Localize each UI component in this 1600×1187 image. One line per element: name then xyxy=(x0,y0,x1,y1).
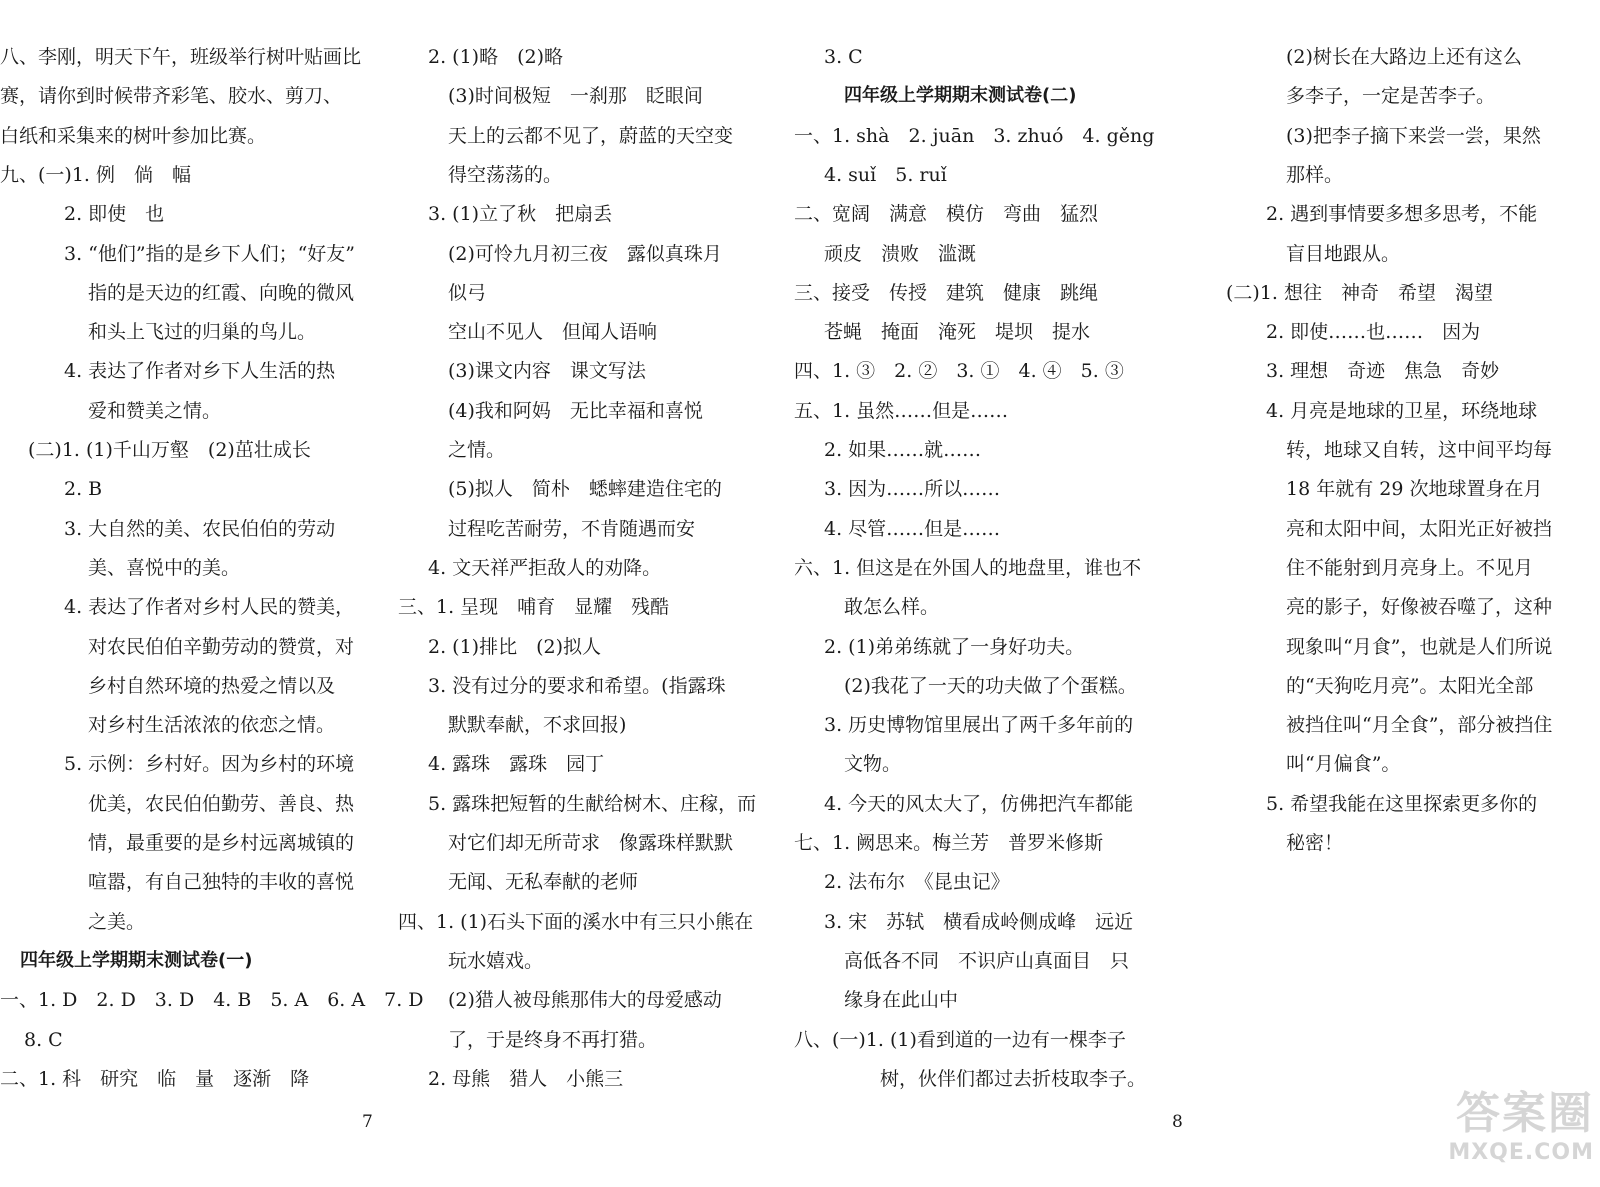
answer-line: 3. 历史博物馆里展出了两千多年前的 xyxy=(824,714,1134,737)
answer-line: 七、1. 阙思来。梅兰芳 普罗米修斯 xyxy=(794,832,1104,854)
answer-line: 八、李刚，明天下午，班级举行树叶贴画比 xyxy=(0,46,362,68)
answer-line: 盲目地跟从。 xyxy=(1286,242,1401,265)
answer-line: 那样。 xyxy=(1286,163,1344,186)
answer-line: 3. 大自然的美、农民伯伯的劳动 xyxy=(64,517,336,540)
answer-line: 3. 因为……所以…… xyxy=(824,478,1001,501)
answer-line: 对农民伯伯辛勤劳动的赞赏，对 xyxy=(88,635,355,658)
answer-line: 住不能射到月亮身上。不见月 xyxy=(1286,556,1534,579)
answer-line: 默默奉献，不求回报) xyxy=(448,714,627,737)
answer-line: 似弓 xyxy=(448,281,487,304)
page-8 xyxy=(794,0,1600,1187)
answer-line: 无闻、无私奉献的老师 xyxy=(448,871,639,894)
answer-line: 4. 今天的风太大了，仿佛把汽车都能 xyxy=(824,792,1134,815)
answer-line: (2)可怜九月初三夜 露似真珠月 xyxy=(448,242,722,265)
answer-line: (2)树长在大路边上还有这么 xyxy=(1286,46,1522,68)
answer-line: 之美。 xyxy=(88,910,146,933)
answer-line: 3. “他们”指的是乡下人们；“好友” xyxy=(64,242,356,265)
answer-line: 敢怎么样。 xyxy=(844,596,940,619)
answer-line: (5)拟人 简朴 蟋蟀建造住宅的 xyxy=(448,478,722,501)
answer-line: (2)猎人被母熊那伟大的母爱感动 xyxy=(448,989,722,1012)
answer-line: 对它们却无所苛求 像露珠样默默 xyxy=(448,832,734,854)
section-heading: 四年级上学期期末测试卷(二) xyxy=(844,85,1077,107)
answer-line: 得空荡荡的。 xyxy=(448,163,563,186)
answer-line: 八、(一)1. (1)看到道的一边有一棵李子 xyxy=(794,1028,1126,1051)
answer-line: 一、1. shà 2. juān 3. zhuó 4. gěng xyxy=(794,124,1155,147)
answer-line: 4. suǐ 5. ruǐ xyxy=(824,163,947,186)
answer-line: (3)时间极短 一刹那 眨眼间 xyxy=(448,85,703,108)
answer-line: (二)1. 想往 神奇 希望 渴望 xyxy=(1226,281,1493,304)
answer-line: 4. 表达了作者对乡下人生活的热 xyxy=(64,360,336,383)
answer-line: 对乡村生活浓浓的依恋之情。 xyxy=(88,714,336,737)
answer-line: 和头上飞过的归巢的鸟儿。 xyxy=(88,321,317,344)
answer-line: 缘身在此山中 xyxy=(844,989,959,1012)
answer-line: 空山不见人 但闻人语响 xyxy=(448,321,658,344)
answer-line: 现象叫“月食”，也就是人们所说 xyxy=(1286,635,1553,658)
answer-line: 2. (1)略 (2)略 xyxy=(428,46,563,68)
answer-line: 4. 月亮是地球的卫星，环绕地球 xyxy=(1266,399,1538,422)
answer-line: 3. 宋 苏轼 横看成岭侧成峰 远近 xyxy=(824,910,1134,933)
answer-line: 2. 即使……也…… 因为 xyxy=(1266,321,1481,344)
answer-line: 了，于是终身不再打猎。 xyxy=(448,1028,658,1051)
watermark xyxy=(1394,1089,1594,1179)
answer-line: 白纸和采集来的树叶参加比赛。 xyxy=(0,124,267,147)
answer-line: 九、(一)1. 例 倘 幅 xyxy=(0,163,191,186)
answer-line: 一、1. D 2. D 3. D 4. B 5. A 6. A 7. D xyxy=(0,989,424,1012)
answer-line: 5. 示例：乡村好。因为乡村的环境 xyxy=(64,753,355,776)
page-number: 8 xyxy=(1172,1112,1183,1132)
section-heading: 四年级上学期期末测试卷(一) xyxy=(20,949,253,971)
answer-line: 4. 文天祥严拒敌人的劝降。 xyxy=(428,556,662,579)
answer-line: 叫“月偏食”。 xyxy=(1286,753,1401,776)
answer-line: 亮和太阳中间，太阳光正好被挡 xyxy=(1286,517,1553,540)
answer-line: 秘密！ xyxy=(1286,832,1344,854)
answer-line: 二、宽阔 满意 模仿 弯曲 猛烈 xyxy=(794,203,1099,226)
answer-line: 三、接受 传授 建筑 健康 跳绳 xyxy=(794,281,1099,304)
answer-line: 多李子，一定是苦李子。 xyxy=(1286,85,1496,108)
answer-line: 树，伙伴们都过去折枝取李子。 xyxy=(880,1067,1147,1090)
answer-line: 美、喜悦中的美。 xyxy=(88,556,241,579)
answer-line: (4)我和阿妈 无比幸福和喜悦 xyxy=(448,399,703,422)
answer-line: 3. 理想 奇迹 焦急 奇妙 xyxy=(1266,360,1500,383)
answer-line: 玩水嬉戏。 xyxy=(448,949,544,972)
answer-line: 18 年就有 29 次地球置身在月 xyxy=(1286,478,1543,501)
answer-line: 优美，农民伯伯勤劳、善良、热 xyxy=(88,792,355,815)
answer-line: 四、1. ③ 2. ② 3. ① 4. ④ 5. ③ xyxy=(794,360,1124,383)
answer-line: 喧嚣，有自己独特的丰收的喜悦 xyxy=(88,871,355,894)
answer-line: 五、1. 虽然……但是…… xyxy=(794,399,1009,422)
page-number: 7 xyxy=(362,1112,373,1132)
answer-line: 顽皮 溃败 滥溉 xyxy=(824,242,977,265)
answer-line: 六、1. 但这是在外国人的地盘里，谁也不 xyxy=(794,556,1142,579)
answer-line: 的“天狗吃月亮”。太阳光全部 xyxy=(1286,674,1534,697)
watermark-url: MXQE.COM xyxy=(1448,1140,1594,1165)
answer-line: 2. 法布尔 《昆虫记》 xyxy=(824,871,1010,894)
answer-line: 5. 希望我能在这里探索更多你的 xyxy=(1266,792,1538,815)
answer-line: 2. (1)排比 (2)拟人 xyxy=(428,635,601,658)
watermark-logo: 答案圈 xyxy=(1456,1088,1594,1139)
answer-line: 过程吃苦耐劳，不肯随遇而安 xyxy=(448,517,696,540)
answer-line: 赛，请你到时候带齐彩笔、胶水、剪刀、 xyxy=(0,85,343,108)
answer-line: 2. 即使 也 xyxy=(64,203,165,226)
answer-line: 2. (1)弟弟练就了一身好功夫。 xyxy=(824,635,1085,658)
answer-line: 二、1. 科 研究 临 量 逐渐 降 xyxy=(0,1067,310,1090)
answer-line: 爱和赞美之情。 xyxy=(88,399,222,422)
answer-line: 4. 尽管……但是…… xyxy=(824,517,1001,540)
answer-line: 四、1. (1)石头下面的溪水中有三只小熊在 xyxy=(398,910,754,933)
answer-line: 8. C xyxy=(24,1028,63,1051)
answer-line: 指的是天边的红霞、向晚的微风 xyxy=(88,281,355,304)
answer-line: 5. 露珠把短暂的生献给树木、庄稼，而 xyxy=(428,792,757,815)
answer-line: 高低各不同 不识庐山真面目 只 xyxy=(844,949,1130,972)
answer-line: (3)课文内容 课文写法 xyxy=(448,360,646,383)
answer-line: (2)我花了一天的功夫做了个蛋糕。 xyxy=(844,674,1137,697)
answer-line: 被挡住叫“月全食”，部分被挡住 xyxy=(1286,714,1553,737)
answer-line: 2. 母熊 猎人 小熊三 xyxy=(428,1067,624,1090)
answer-line: 之情。 xyxy=(448,439,506,461)
answer-line: 3. C xyxy=(824,46,863,68)
answer-line: 亮的影子，好像被吞噬了，这种 xyxy=(1286,596,1553,619)
answer-line: 苍蝇 掩面 淹死 堤坝 提水 xyxy=(824,321,1091,344)
answer-line: 乡村自然环境的热爱之情以及 xyxy=(88,674,336,697)
answer-line: 2. 如果……就…… xyxy=(824,439,982,461)
answer-line: 转，地球又自转，这中间平均每 xyxy=(1286,439,1553,461)
answer-line: (3)把李子摘下来尝一尝，果然 xyxy=(1286,124,1541,147)
answer-line: 文物。 xyxy=(844,753,902,776)
answer-line: (二)1. (1)千山万壑 (2)茁壮成长 xyxy=(28,439,311,461)
answer-line: 4. 露珠 露珠 园丁 xyxy=(428,753,605,776)
answer-line: 天上的云都不见了，蔚蓝的天空变 xyxy=(448,124,734,147)
answer-line: 2. B xyxy=(64,478,103,501)
answer-line: 3. (1)立了秋 把扇丢 xyxy=(428,203,613,226)
answer-line: 三、1. 呈现 哺育 显耀 残酷 xyxy=(398,596,670,619)
answer-line: 4. 表达了作者对乡村人民的赞美， xyxy=(64,596,355,619)
answer-line: 情，最重要的是乡村远离城镇的 xyxy=(88,832,355,854)
answer-line: 3. 没有过分的要求和希望。(指露珠 xyxy=(428,674,726,697)
answer-line: 2. 遇到事情要多想多思考，不能 xyxy=(1266,203,1538,226)
